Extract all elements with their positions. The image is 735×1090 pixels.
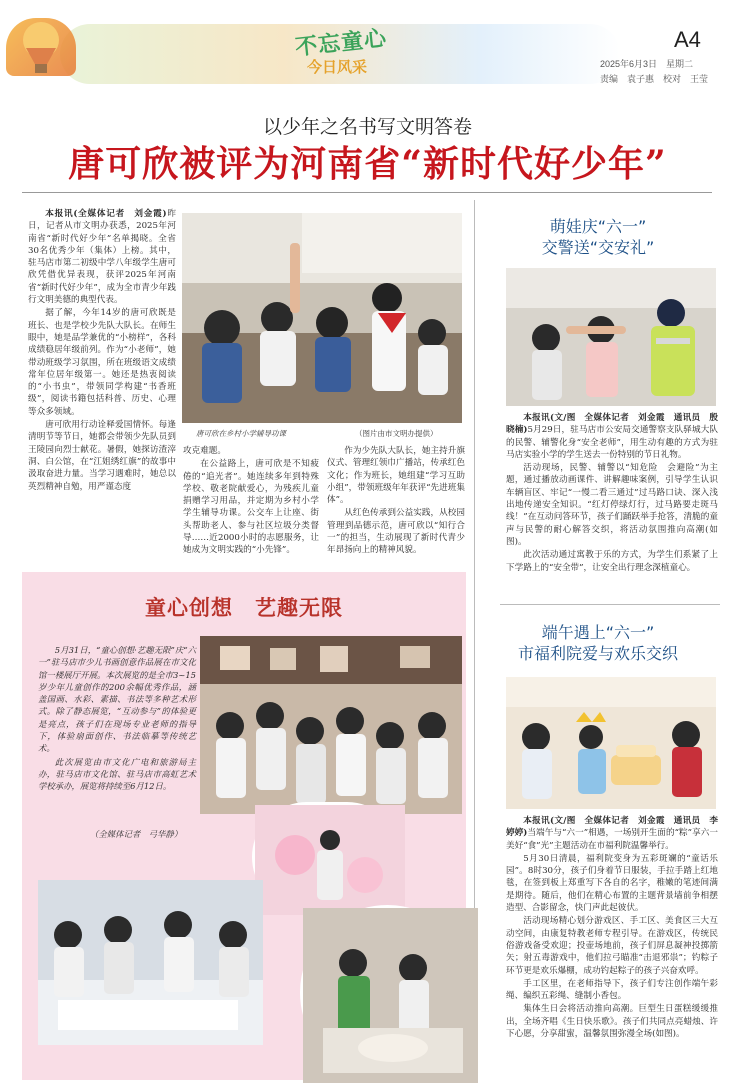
lead-column-2 <box>183 445 319 560</box>
side-story-1-title-line2: 交警送“交安礼” <box>541 238 655 257</box>
side-story-2-title-line2: 市福利院爱与欢乐交织 <box>517 644 678 663</box>
paragraph: 活动现场精心划分游戏区、手工区、美食区三大互动空间，由康复特教老师专程引导。在游戏区，传统民俗游戏备受欢迎；投壶场地前，孩子们屏息凝神投掷箭矢；射五毒游戏中，他们拉弓瞄准“击退邪祟”；钓粽子环节更是欢乐爆棚，成功钓起粽子的孩子兴奋欢呼。 <box>506 916 718 976</box>
page-number: A4 <box>674 27 701 52</box>
art-photo-fan-painting <box>300 905 475 1080</box>
side-story-2-body <box>506 815 727 1085</box>
lead-headline: 唐可欣被评为河南省“新时代好少年” <box>68 143 667 185</box>
paragraph: 5月31日，“童心创想·艺趣无限”庆“六一”驻马店市少儿书画创意作品展在市文化馆一楼展厅开展。本次展览的是全市3~15岁少年儿童创作的200余幅优秀作品，涵盖国画、水彩、素描、书法等多种艺术形式。除了静态展览，“互动参与”的体验更是亮点，孩子们在现场专业老师的指导下，体验扇面创作、书法临摹等传统艺术。 <box>38 645 196 754</box>
paragraph: 据了解，今年14岁的唐可欣既是班长、也是学校少先队大队长。在师生眼中，她是品学兼优的“小榜样”，各科成绩稳居年级前列。作为“小老师”，她带动班级学习氛围，所在班级语文成绩常年位居年级第一。她还是热衷阅读的“小书虫”，带领同学构建“书香班级”，阅读书籍包括科普、历史、心理等众多领域。 <box>28 308 176 417</box>
divider <box>500 604 720 605</box>
side-story-1-title <box>478 216 718 258</box>
side-story-2-dateline: 本报讯(文/图 全媒体记者 刘金霞 通讯员 李婷婷) <box>506 816 718 839</box>
masthead <box>0 0 735 92</box>
lead-kicker: 以少年之名书写文明答卷 <box>262 116 472 138</box>
side-story-1-photo <box>506 268 716 406</box>
column-logo-line1: 不忘童心 <box>294 26 389 61</box>
side-story-1-body <box>506 412 718 597</box>
lead-photo-caption: 唐可欣在乡村小学辅导功课 <box>196 429 286 438</box>
art-photo-painting <box>252 802 402 912</box>
editor-credits: 责编 袁子惠 校对 王莹 <box>600 74 709 84</box>
side-story-1-dateline: 本报讯(文/图 全媒体记者 刘金霞 通讯员 殷晓楠) <box>506 413 718 436</box>
paragraph: 活动现场，民警、辅警以“知危险 会避险”为主题，通过播放动画课件、讲解趣味案例，引导学生认识车辆盲区、牢记“一慢二看三通过”过马路口诀、深入浅出地传递安全知识。“红灯停绿灯行，过马路要走斑马线！”在互动问答环节，孩子们踊跃举手抢答，清脆的童声与民警的耐心解答交织，将活动氛围推向高潮(如图)。 <box>506 463 718 547</box>
paragraph: 此次展览由市文化广电和旅游局主办，驻马店市文化馆、驻马店市高虹艺术学校承办，展览将持续至6月12日。 <box>38 756 196 792</box>
lead-photo <box>182 213 462 423</box>
paragraph: 从红色传承到公益实践，从校园管理到品德示范，唐可欣以“知行合一”的担当，生动展现了新时代青少年昂扬向上的精神风貌。 <box>327 508 465 556</box>
column-logo-line2: 今日风采 <box>307 58 368 76</box>
paragraph: 此次活动通过寓教于乐的方式，为学生们系紧了上下学路上的“安全带”，让安全出行理念深植童心。 <box>506 550 718 573</box>
divider <box>22 192 712 193</box>
paragraph: 当端午与“六一”相遇，一场别开生面的“粽”享六一 美好“食”光”主题活动在市福利院温馨举行。 <box>506 828 727 851</box>
paragraph: 集体生日会将活动推向高潮。巨型生日蛋糕缓缓推出，全场齐唱《生日快乐歌》。孩子们共同点亮蜡烛、许下心愿，分享甜蜜，温馨氛围弥漫全场(如图)。 <box>506 1004 718 1040</box>
side-story-2-title <box>478 622 718 664</box>
art-feature-title: 童心创想 艺趣无限 <box>145 596 343 620</box>
column-logo <box>295 26 425 78</box>
paragraph: 作为少先队大队长，她主持升旗仪式、管理红领巾广播站，传承红色文化；作为班长，她组建“学习互助小组”，带领班级年年获评“先进班集体”。 <box>327 446 465 506</box>
side-story-1-title-line1: 萌娃庆“六一” <box>549 217 647 236</box>
art-feature-byline: （全媒体记者 弓华静） <box>90 829 183 839</box>
hot-air-balloon-icon <box>6 18 76 76</box>
lead-column-3 <box>327 445 465 560</box>
paragraph: 在公益路上，唐可欣是不知疲倦的“追光者”。她连续多年到特殊学校、敬老院献爱心，为残疾儿童捐赠学习用品，并定期为乡村小学学生辅导功课。公交车上让座、街头帮助老人、参与社区垃圾分类督导……近2000小时的志愿服务，让她成为文明实践的“小先锋”。 <box>183 459 319 556</box>
paragraph: 5月29日，驻马店市公安局交通警察支队驿城大队的民警、辅警化身“安全老师”，用生动有趣的方式为驻马店实验小学的学生送去一份特别的节日礼物。 <box>506 425 718 460</box>
lead-column-1 <box>28 208 176 558</box>
lead-dateline: 本报讯(全媒体记者 刘金霞) <box>45 209 167 219</box>
issue-date: 2025年6月3日 星期二 <box>600 59 694 69</box>
side-story-2-title-line1: 端午遇上“六一” <box>541 623 655 642</box>
side-story-2-photo <box>506 677 716 809</box>
paragraph: 5月30日清晨，福利院变身为五彩斑斓的“童话乐园”。8时30分，孩子们身着节日服装，手拉手踏上红地毯，在签到板上郑重写下各自的名字，稚嫩的笔迹间满是期待。随后，他们在精心布置的主题背景墙前争相摆造型、合影留念，快门声此起彼伏。 <box>506 853 718 914</box>
lead-photo-credit: （图片由市文明办提供） <box>355 429 438 438</box>
art-feature-body <box>38 644 196 840</box>
art-photo-group <box>200 636 462 814</box>
paragraph: 攻克难题。 <box>183 446 226 456</box>
paragraph: 唐可欣用行动诠释爱国情怀。每逢清明节等节日，她都会带领少先队员到王陵园向烈士献花。暑假，她探访渣滓洞、白公馆，在“江姐绣红旗”的故事中汲取奋进力量。当学习遇难时，她总以英烈精神自勉，用严谨态度 <box>28 420 176 492</box>
art-photo-calligraphy <box>38 880 263 1045</box>
paragraph: 昨日，记者从市文明办获悉，2025年河南省“新时代好少年”名单揭晓。全省30名优秀少年（集体）上榜。其中，驻马店市第二初级中学八年级学生唐可欣凭借优异表现，获评2025年河南省“新时代好少年”，成为全市青少年践行文明美德的典型代表。 <box>28 209 176 306</box>
paragraph: 手工区里，在老师指导下，孩子们专注创作端午彩绳、编织五彩绳、缝制小香包。 <box>506 978 718 1002</box>
